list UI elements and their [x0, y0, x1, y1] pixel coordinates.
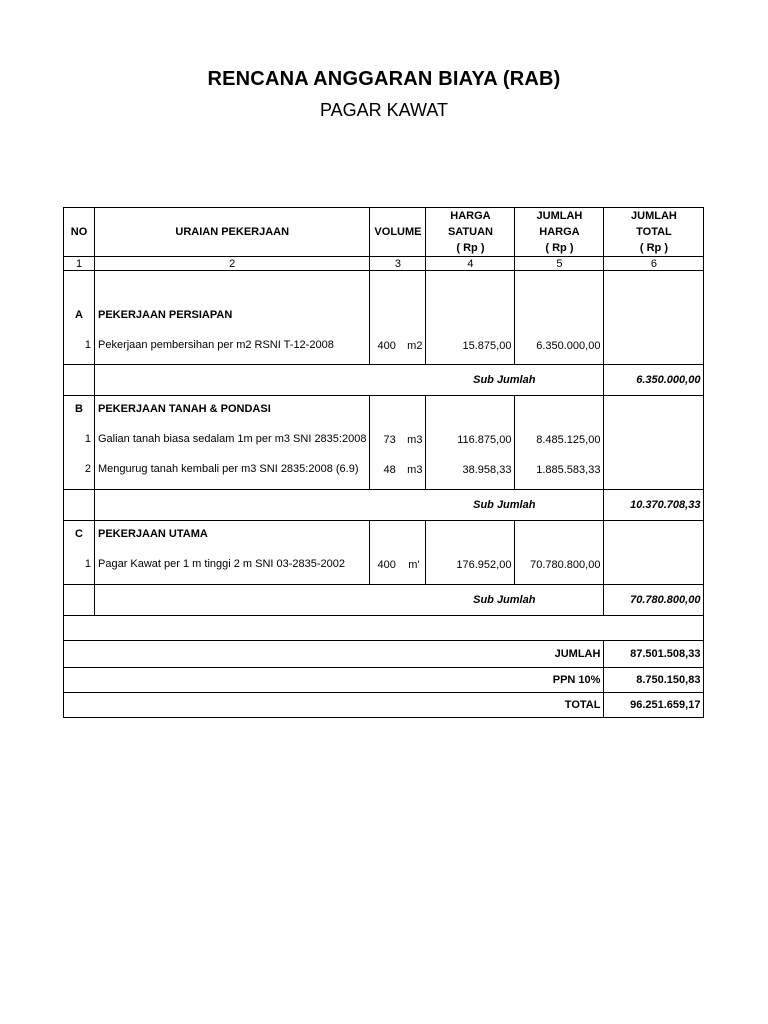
section-a-desc-cell	[95, 271, 370, 365]
item-harga-satuan: 116.875,00	[457, 434, 512, 446]
header-jumlah-harga	[515, 208, 604, 257]
item-jumlah-harga: 70.780.800,00	[515, 521, 604, 585]
header-uraian: URAIAN PEKERJAAN	[95, 208, 370, 257]
section-b-desc-cell	[95, 396, 370, 490]
item-desc: Mengurug tanah kembali per m3 SNI 2835:2008 (6.9)	[98, 463, 359, 475]
document-subtitle: PAGAR KAWAT	[319, 100, 448, 120]
item-jumlah-harga: 6.350.000,00	[515, 271, 604, 365]
section-b-volume-cell	[370, 396, 426, 490]
header-line: JUMLAH	[631, 210, 677, 222]
column-number: 1	[64, 257, 95, 271]
section-title: PEKERJAAN TANAH & PONDASI	[98, 403, 271, 415]
section-title: PEKERJAAN UTAMA	[98, 528, 208, 540]
empty-cell	[604, 396, 704, 490]
total-value: 96.251.659,17	[604, 693, 704, 718]
header-line: HARGA	[450, 210, 491, 222]
header-line: ( Rp )	[639, 242, 668, 254]
header-jumlah-total	[604, 208, 704, 257]
header-line: SATUAN	[447, 226, 493, 238]
section-b-no-cell	[64, 396, 95, 490]
ppn-label: PPN 10%	[64, 668, 604, 693]
section-c	[64, 521, 704, 585]
section-b-harga-satuan-cell	[426, 396, 515, 490]
header-no: NO	[64, 208, 95, 257]
item-harga-satuan: 176.952,00	[426, 521, 515, 585]
subtotal-row-b	[64, 490, 704, 521]
item-no: 1	[84, 433, 91, 445]
header-line: ( Rp )	[545, 242, 574, 254]
jumlah-value: 87.501.508,33	[604, 641, 704, 668]
header-line: ( Rp )	[456, 242, 485, 254]
item-unit: m2	[407, 340, 423, 352]
item-desc: Pekerjaan pembersihan per m2 RSNI T-12-2008	[98, 339, 334, 351]
column-number: 3	[370, 257, 426, 271]
item-harga-satuan: 15.875,00	[426, 271, 515, 365]
header-harga-satuan	[426, 208, 515, 257]
section-b	[64, 396, 704, 490]
item-desc: Galian tanah biasa sedalam 1m per m3 SNI 2835:2008	[98, 433, 367, 445]
item-qty: 400	[377, 559, 396, 571]
ppn-value: 8.750.150,83	[604, 668, 704, 693]
header-line: HARGA	[539, 226, 580, 238]
spacer-row	[64, 616, 704, 641]
column-number: 2	[95, 257, 370, 271]
section-b-jumlah-harga-cell	[515, 396, 604, 490]
header-line: JUMLAH	[536, 210, 583, 222]
item-volume	[373, 434, 422, 446]
empty-cell	[604, 521, 704, 585]
document-title: RENCANA ANGGARAN BIAYA (RAB)	[207, 68, 561, 90]
subtotal-value: 70.780.800,00	[604, 585, 704, 616]
subtotal-value: 6.350.000,00	[604, 365, 704, 396]
item-qty: 400	[377, 340, 396, 352]
rab-table	[63, 207, 704, 718]
jumlah-row	[64, 641, 704, 668]
item-desc: Pagar Kawat per 1 m tinggi 2 m SNI 03-2835-2002	[98, 558, 346, 570]
item-no: 2	[84, 463, 91, 475]
subtotal-label: Sub Jumlah	[95, 365, 604, 396]
item-unit: m3	[407, 434, 423, 446]
item-no: 1	[84, 339, 91, 351]
section-code: B	[75, 403, 83, 415]
empty-cell	[64, 490, 95, 521]
item-volume	[373, 559, 422, 571]
ppn-row	[64, 668, 704, 693]
header-volume: VOLUME	[370, 208, 426, 257]
column-number-row	[64, 257, 704, 271]
column-number: 6	[604, 257, 704, 271]
item-unit: m3	[407, 464, 423, 476]
subtotal-label: Sub Jumlah	[95, 490, 604, 521]
item-qty: 48	[383, 464, 396, 476]
subtotal-label: Sub Jumlah	[95, 585, 604, 616]
empty-cell	[64, 616, 704, 641]
section-a	[64, 271, 704, 365]
subtotal-value: 10.370.708,33	[604, 490, 704, 521]
total-row	[64, 693, 704, 718]
item-unit: m'	[408, 559, 420, 571]
empty-cell	[604, 271, 704, 365]
section-code: A	[75, 309, 83, 321]
item-harga-satuan: 38.958,33	[462, 464, 512, 476]
total-label: TOTAL	[64, 693, 604, 718]
item-jumlah-harga: 8.485.125,00	[536, 434, 601, 446]
section-code: C	[75, 528, 83, 540]
empty-cell	[64, 365, 95, 396]
subtotal-row-c	[64, 585, 704, 616]
section-c-desc-cell	[95, 521, 370, 585]
column-number: 4	[426, 257, 515, 271]
column-number: 5	[515, 257, 604, 271]
header-row	[64, 208, 704, 257]
item-volume	[373, 340, 422, 352]
section-c-no-cell	[64, 521, 95, 585]
subtotal-row-a	[64, 365, 704, 396]
item-qty: 73	[383, 434, 396, 446]
section-title: PEKERJAAN PERSIAPAN	[98, 309, 233, 321]
section-c-volume-cell	[370, 521, 426, 585]
item-volume	[373, 464, 422, 476]
section-a-no-cell	[64, 271, 95, 365]
header-line: TOTAL	[636, 226, 672, 238]
empty-cell	[64, 585, 95, 616]
item-no: 1	[84, 558, 91, 570]
jumlah-label: JUMLAH	[64, 641, 604, 668]
section-a-volume-cell	[370, 271, 426, 365]
item-jumlah-harga: 1.885.583,33	[536, 464, 601, 476]
